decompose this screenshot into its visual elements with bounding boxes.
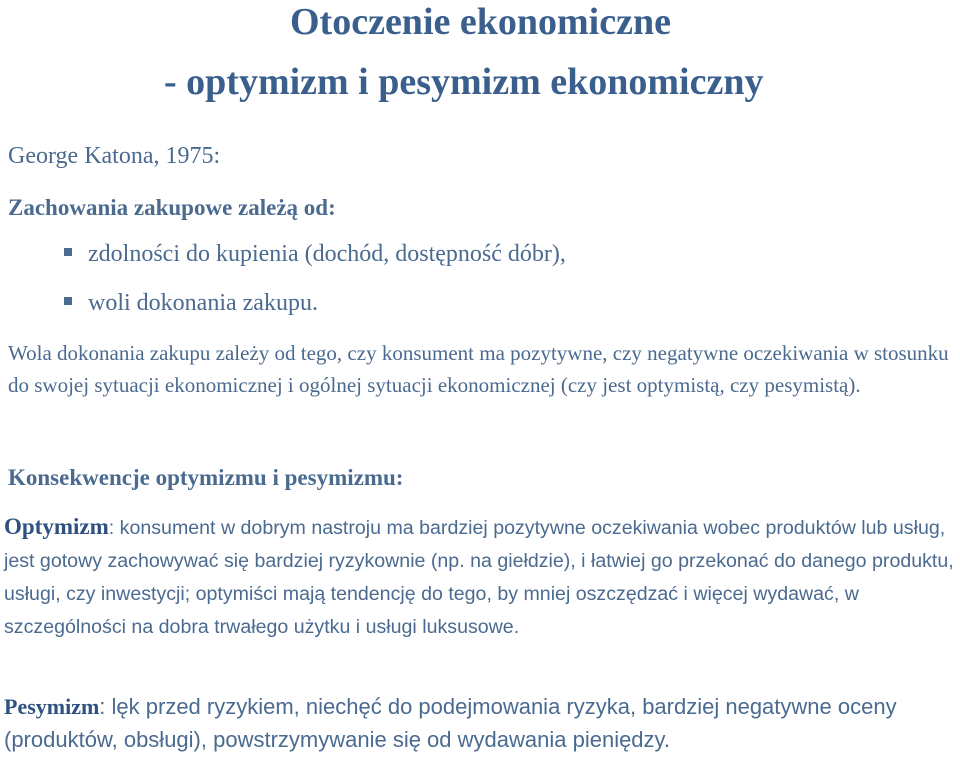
- pessimism-text: : lęk przed ryzykiem, niechęć do podejmowania ryzyka, bardziej negatywne oceny (produktów, obsługi), powstrzymywanie się od wydawania pieniędzy.: [4, 694, 897, 752]
- pessimism-term: Pesymizm: [4, 694, 100, 719]
- title-line-1: Otoczenie ekonomiczne: [290, 1, 671, 43]
- author-citation: George Katona, 1975:: [8, 143, 221, 169]
- optimism-term: Optymizm: [4, 514, 109, 539]
- bullet-text: zdolności do kupienia (dochód, dostępność dóbr),: [88, 241, 566, 267]
- paragraph-pessimism: [4, 690, 956, 756]
- paragraph-optimism: [4, 510, 956, 644]
- bullet-item: [64, 287, 318, 319]
- title-line-2: - optymizm i pesymizm ekonomiczny: [164, 61, 764, 103]
- square-bullet-icon: [64, 297, 72, 305]
- bullet-item: [64, 238, 566, 270]
- section-heading-purchase-behavior: Zachowania zakupowe zależą od:: [8, 195, 336, 220]
- square-bullet-icon: [64, 248, 72, 256]
- optimism-text: : konsument w dobrym nastroju ma bardziej pozytywne oczekiwania wobec produktów lub usług, jest gotowy zachowywać się bardziej ryzykownie (np. na giełdzie), i łatwiej go przekonać do danego produktu, usługi, czy inwestycji; optymiści mają tendencję do tego, by mniej oszczędzać i więcej wydawać, w szczególności na dobra trwałego użytku i usługi luksusowe.: [4, 517, 954, 638]
- paragraph-purchase-will: Wola dokonania zakupu zależy od tego, czy konsument ma pozytywne, czy negatywne oczekiwania w stosunku do swojej sytuacji ekonomicznej i ogólnej sytuacji ekonomicznej (czy jest optymistą, czy pesymistą).: [8, 341, 949, 397]
- bullet-text: woli dokonania zakupu.: [88, 290, 318, 316]
- section-heading-consequences: Konsekwencje optymizmu i pesymizmu:: [8, 465, 404, 490]
